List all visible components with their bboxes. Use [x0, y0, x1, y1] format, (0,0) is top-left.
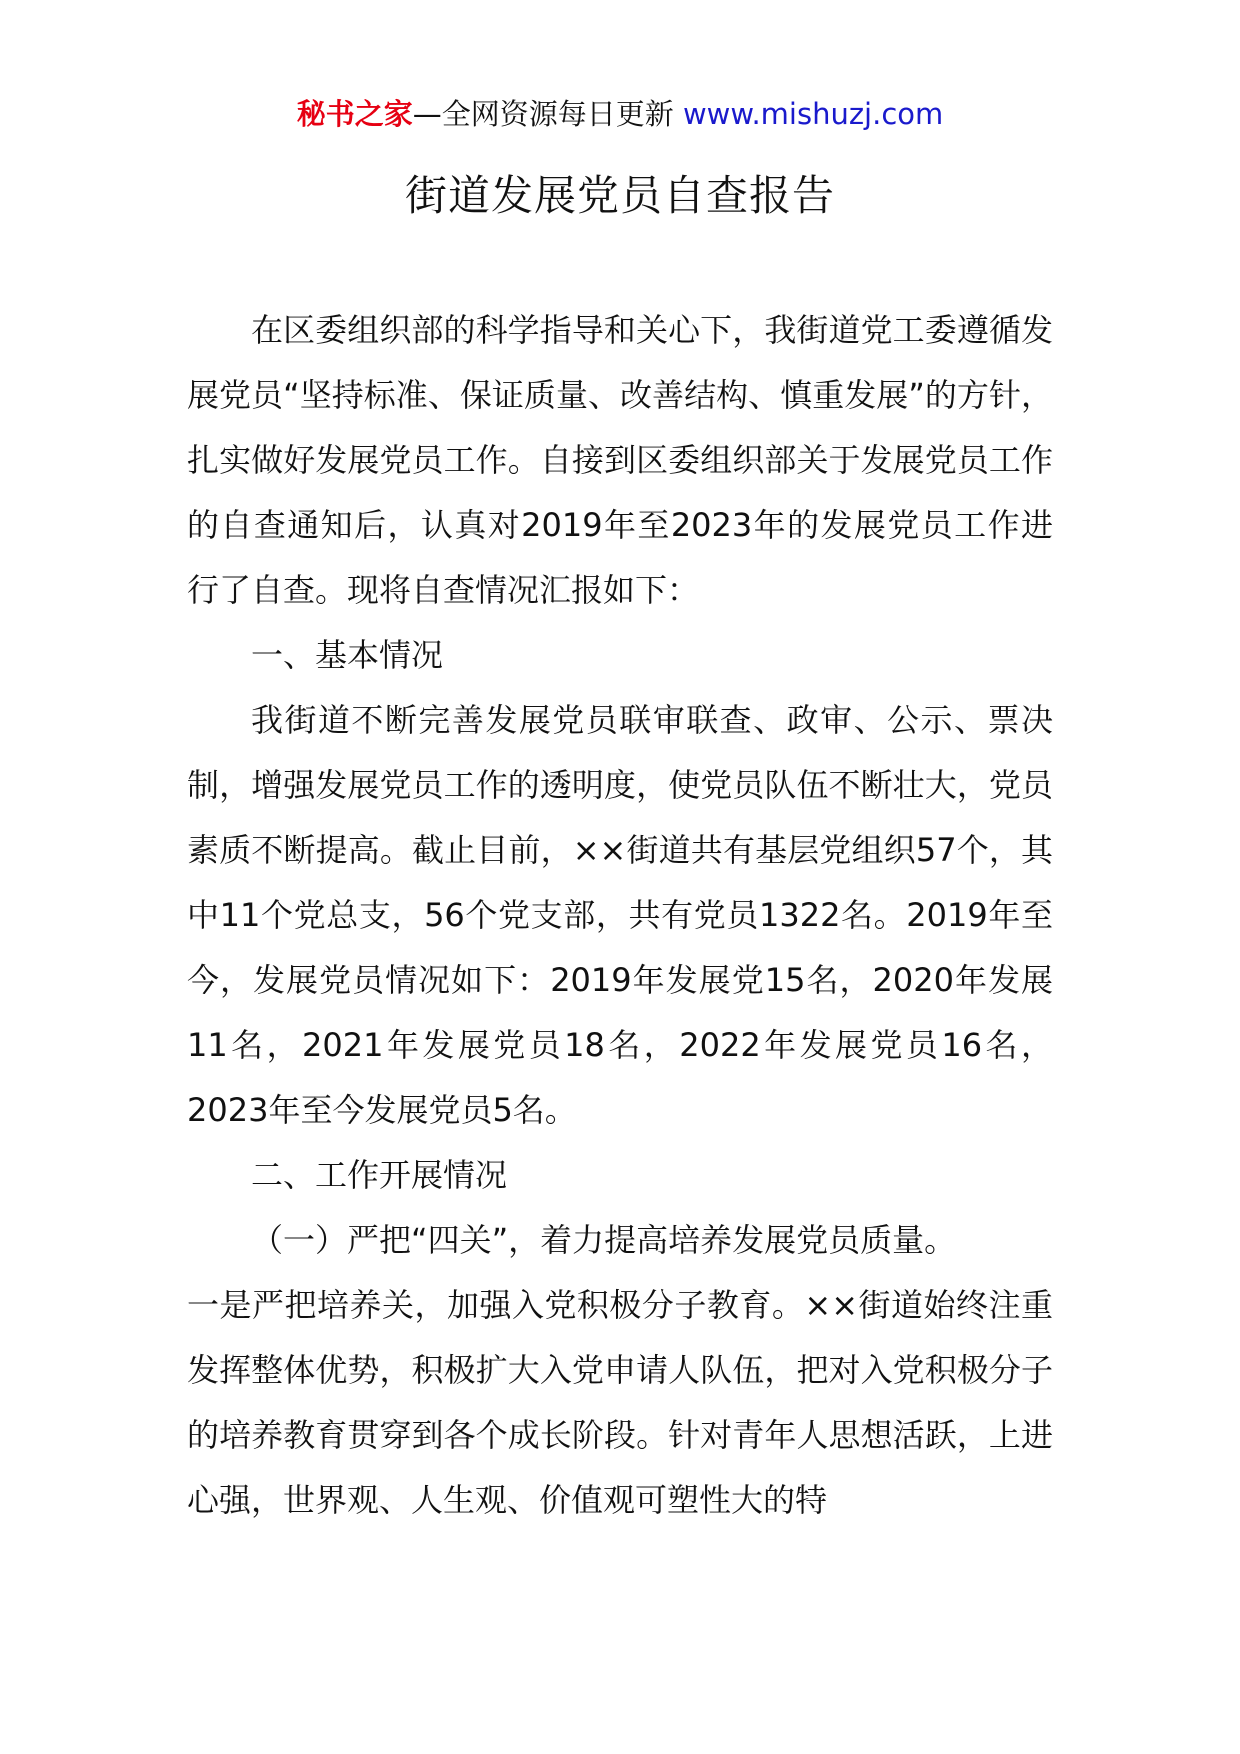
section-heading-basic: 一、基本情况: [251, 636, 444, 674]
site-url-link[interactable]: www.mishuzj.com: [682, 97, 944, 131]
site-tagline: —全网资源每日更新: [412, 97, 674, 131]
site-brand: 秘书之家: [296, 97, 413, 131]
basic-situation-paragraph: 我街道不断完善发展党员联审联查、政审、公示、票决制，增强发展党员工作的透明度，使党员队伍不断壮大，党员素质不断提高。截止目前，××街道共有基层党组织57个，其中11个党总支，56个党支部，共有党员1322名。2019年至今，发展党员情况如下：2019年发展党15名，2020年发展11名，2021年发展党员18名，2022年发展党员16名，2023年至今发展党员5名。: [187, 701, 1053, 1129]
intro-paragraph: 在区委组织部的科学指导和关心下，我街道党工委遵循发展党员“坚持标准、保证质量、改善结构、慎重发展”的方针，扎实做好发展党员工作。自接到区委组织部关于发展党员工作的自查通知后，认真对2019年至2023年的发展党员工作进行了自查。现将自查情况汇报如下：: [187, 311, 1053, 609]
document-title: 街道发展党员自查报告: [404, 171, 835, 220]
document-body: [187, 298, 1053, 1533]
training-paragraph: 一是严把培养关，加强入党积极分子教育。××街道始终注重发挥整体优势，积极扩大入党申请人队伍，把对入党积极分子的培养教育贯穿到各个成长阶段。针对青年人思想活跃，上进心强，世界观、人生观、价值观可塑性大的特: [187, 1286, 1053, 1519]
site-banner: [0, 94, 1240, 134]
subsection-heading-four-gates: （一）严把“四关”，着力提高培养发展党员质量。: [251, 1221, 957, 1259]
section-heading-work: 二、工作开展情况: [251, 1156, 508, 1194]
